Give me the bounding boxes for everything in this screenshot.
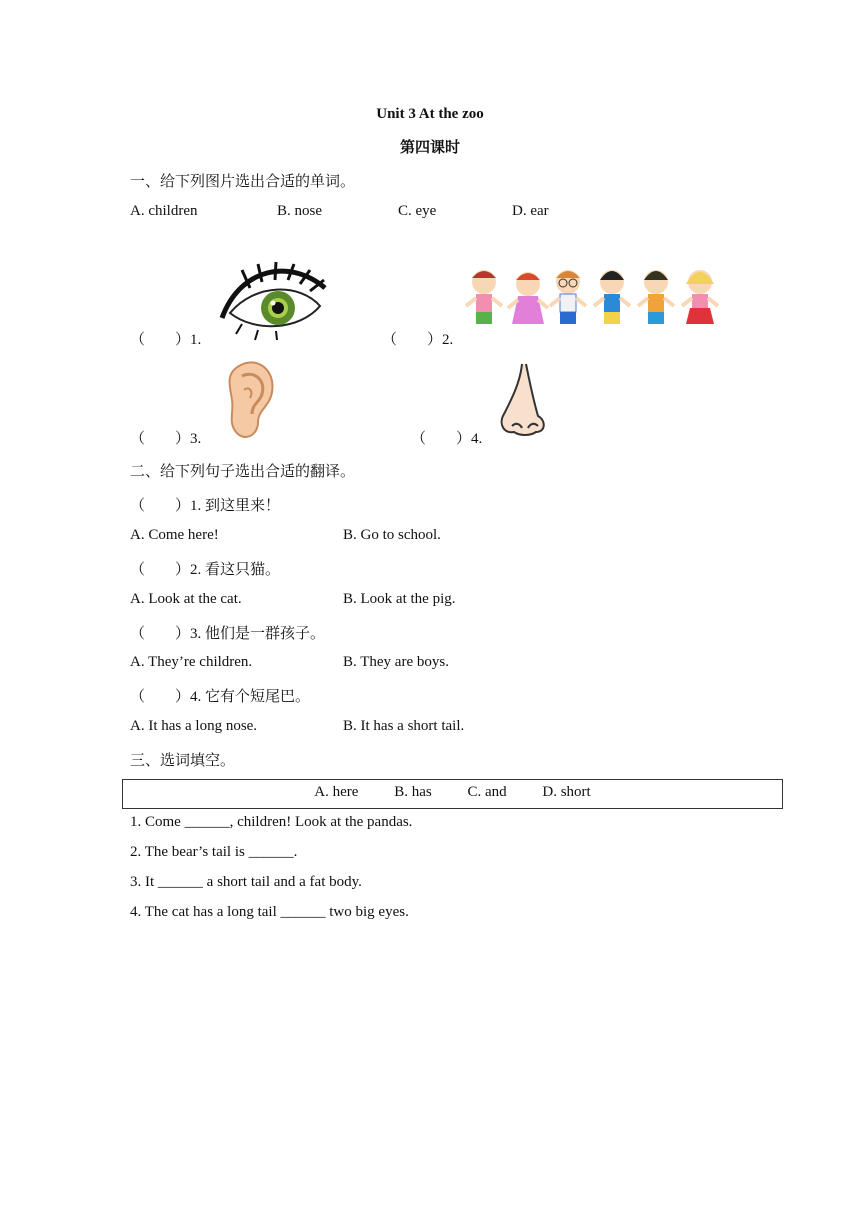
word-bank-b: B. has xyxy=(394,784,432,800)
word-bank-a: A. here xyxy=(314,784,359,800)
option-d: D. ear xyxy=(512,203,549,219)
section3-heading: 三、选词填空。 xyxy=(130,753,236,769)
ear-icon xyxy=(224,360,276,442)
eye-icon xyxy=(220,258,330,342)
page-subtitle: 第四课时 xyxy=(399,140,460,156)
fill-sentence-1[interactable]: 1. Come ______, children! Look at the pandas. xyxy=(130,814,413,830)
fill-sentence-2[interactable]: 2. The bear’s tail is ______. xyxy=(130,844,298,860)
word-bank-d: D. short xyxy=(542,784,591,800)
word-bank xyxy=(123,784,782,801)
fill-sentence-3[interactable]: 3. It ______ a short tail and a fat body. xyxy=(130,874,362,890)
question-1[interactable]: （ ）1. 到这里来！ xyxy=(130,498,281,514)
option-b: B. nose xyxy=(277,203,322,219)
question-3[interactable]: （ ）3. 他们是一群孩子。 xyxy=(130,626,326,642)
q4-option-b: B. It has a short tail. xyxy=(343,718,465,734)
word-bank-box xyxy=(122,779,783,809)
answer-blank-1[interactable]: （ ）1. xyxy=(130,332,202,348)
answer-blank-3[interactable]: （ ）3. xyxy=(130,431,202,447)
option-a: A. children xyxy=(130,203,198,219)
section1-heading: 一、给下列图片选出合适的单词。 xyxy=(130,174,356,190)
page-title: Unit 3 At the zoo xyxy=(376,106,484,122)
answer-blank-2[interactable]: （ ）2. xyxy=(382,332,454,348)
q2-option-b: B. Look at the pig. xyxy=(343,591,456,607)
section2-heading: 二、给下列句子选出合适的翻译。 xyxy=(130,464,356,480)
fill-sentence-4[interactable]: 4. The cat has a long tail ______ two big eyes. xyxy=(130,904,409,920)
q1-option-a: A. Come here! xyxy=(130,527,219,543)
children-icon xyxy=(464,266,724,334)
option-c: C. eye xyxy=(398,203,437,219)
answer-blank-4[interactable]: （ ）4. xyxy=(411,431,483,447)
q3-option-a: A. They’re children. xyxy=(130,654,253,670)
q1-option-b: B. Go to school. xyxy=(343,527,441,543)
question-4[interactable]: （ ）4. 它有个短尾巴。 xyxy=(130,689,311,705)
q4-option-a: A. It has a long nose. xyxy=(130,718,258,734)
q2-option-a: A. Look at the cat. xyxy=(130,591,242,607)
word-bank-c: C. and xyxy=(467,784,507,800)
q3-option-b: B. They are boys. xyxy=(343,654,449,670)
question-2[interactable]: （ ）2. 看这只猫。 xyxy=(130,562,281,578)
nose-icon xyxy=(496,362,546,438)
